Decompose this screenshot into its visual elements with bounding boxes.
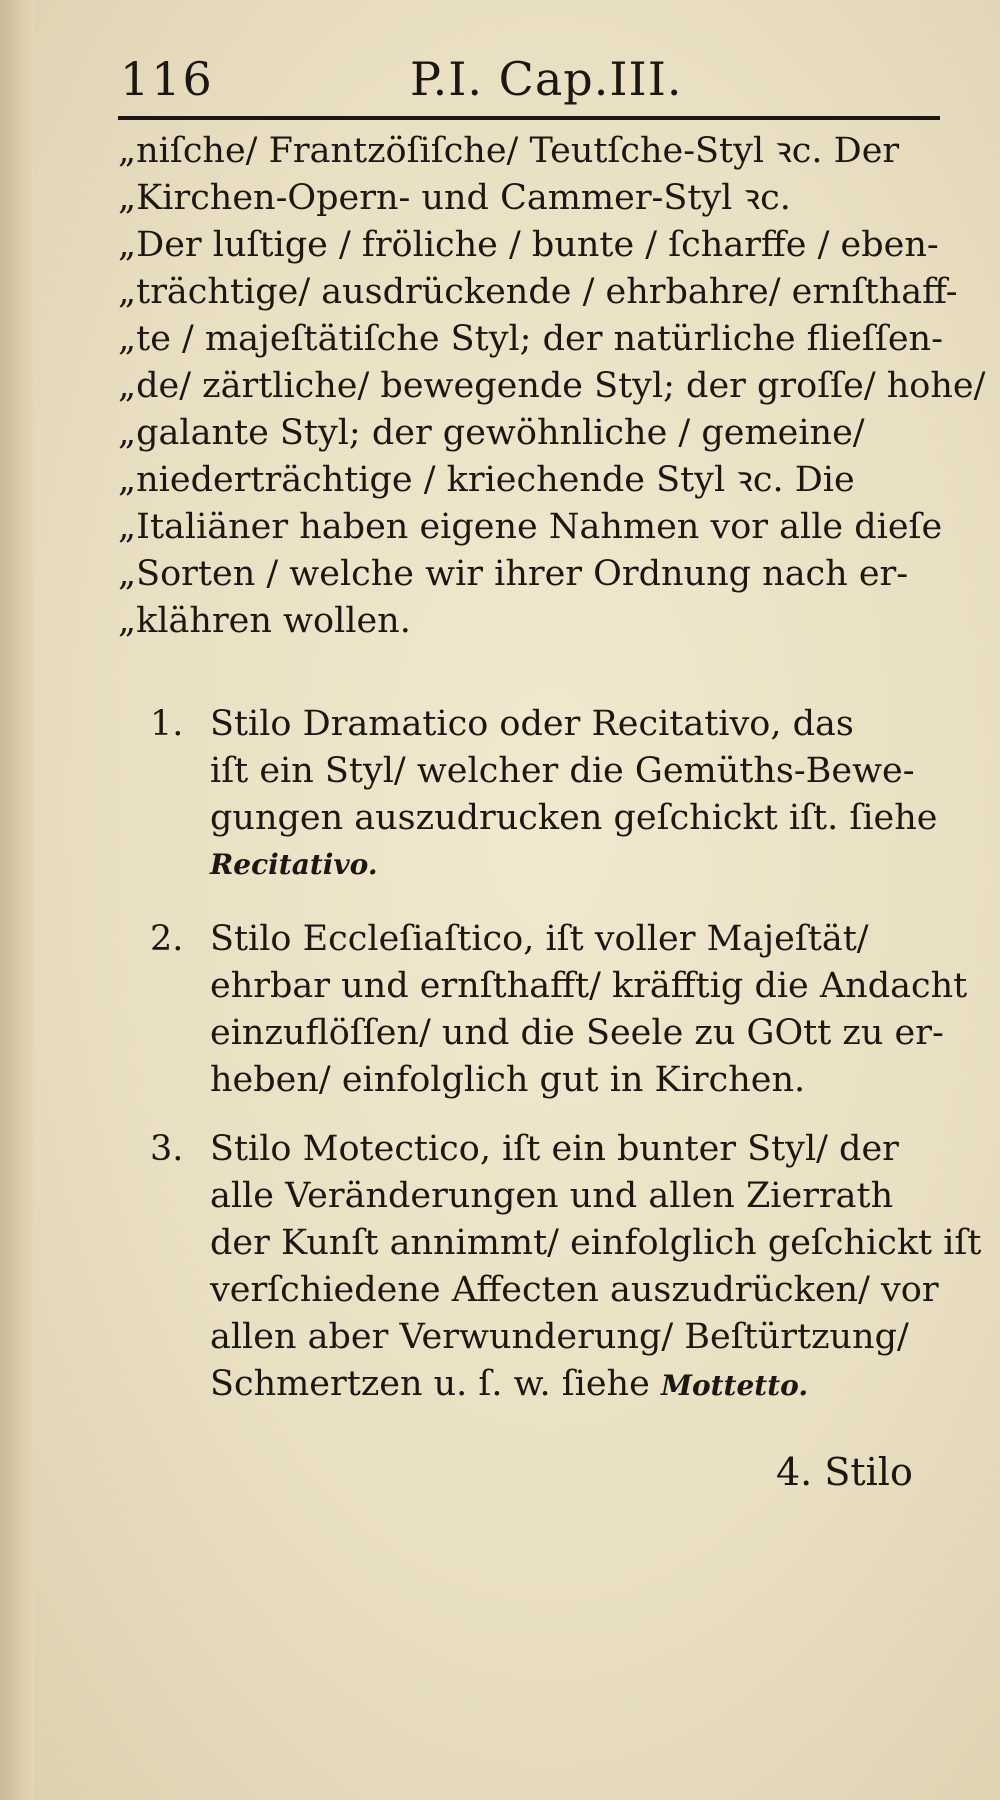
catchword: 4. Stilo <box>776 1450 913 1494</box>
entry-line: Stilo Motectico, iſt ein bunter Styl/ der <box>210 1129 899 1169</box>
entry-body <box>210 1125 982 1407</box>
cross-reference: Recitativo. <box>210 848 378 881</box>
entry-line: allen aber Verwunderung/ Beſtürtzung/ <box>210 1317 909 1357</box>
entry-line: iſt ein Styl/ welcher die Gemüths-Bewe- <box>210 751 915 791</box>
page-gutter-shadow <box>0 0 34 1800</box>
entry-line: verſchiedene Affecten auszudrücken/ vor <box>210 1270 939 1310</box>
text-line: „niſche/ Frantzöſiſche/ Teutſche-Styl ꝛc. Der <box>118 131 900 171</box>
entry-body <box>210 700 950 888</box>
entry-number: 1. <box>150 704 184 744</box>
continued-quotation <box>118 128 986 645</box>
entry-line: alle Veränderungen und allen Zierrath <box>210 1176 894 1216</box>
header-rule <box>118 116 940 120</box>
text-line: „te / majeſtätiſche Styl; der natürliche flieſſen- <box>118 319 943 359</box>
text-line: „Kirchen-Opern- und Cammer-Styl ꝛc. <box>118 178 791 218</box>
text-line: „klähren wollen. <box>118 601 411 641</box>
entry-number: 3. <box>150 1129 184 1169</box>
entry-line: einzuflöſſen/ und die Seele zu GOtt zu er- <box>210 1013 944 1053</box>
text-line: „de/ zärtliche/ bewegende Styl; der groſſe/ hohe/ <box>118 366 986 406</box>
entry-line: Stilo Eccleſiaſtico, iſt voller Majeſtät/ <box>210 919 869 959</box>
entry-body <box>210 915 968 1103</box>
text-line: „Der luſtige / fröliche / bunte / ſcharffe / eben- <box>118 225 939 265</box>
entry-line: gungen auszudrucken geſchickt iſt. ſiehe <box>210 798 938 838</box>
entry-number: 2. <box>150 919 184 959</box>
entry-line <box>210 1360 950 1407</box>
entry-line: ehrbar und ernſthafft/ kräfftig die Andacht <box>210 966 968 1006</box>
text-line: „Italiäner haben eigene Nahmen vor alle dieſe <box>118 507 943 547</box>
entry-line: der Kunſt annimmt/ einfolglich geſchickt iſt <box>210 1223 982 1263</box>
cross-reference: Mottetto. <box>660 1369 809 1402</box>
text-line: „trächtige/ ausdrückende / ehrbahre/ ernſthaff- <box>118 272 958 312</box>
page-header <box>120 52 940 112</box>
page-number: 116 <box>120 52 214 106</box>
text-line: „Sorten / welche wir ihrer Ordnung nach er- <box>118 554 909 594</box>
running-head: P.I. Cap.III. <box>410 52 683 106</box>
entry-line: Stilo Dramatico oder Recitativo, das <box>210 704 854 744</box>
text-line: „galante Styl; der gewöhnliche / gemeine/ <box>118 413 865 453</box>
entry-line: heben/ einfolglich gut in Kirchen. <box>210 1060 806 1100</box>
entry-line-text: Schmertzen u. ſ. w. ſiehe <box>210 1364 650 1404</box>
text-line: „niederträchtige / kriechende Styl ꝛc. Die <box>118 460 855 500</box>
